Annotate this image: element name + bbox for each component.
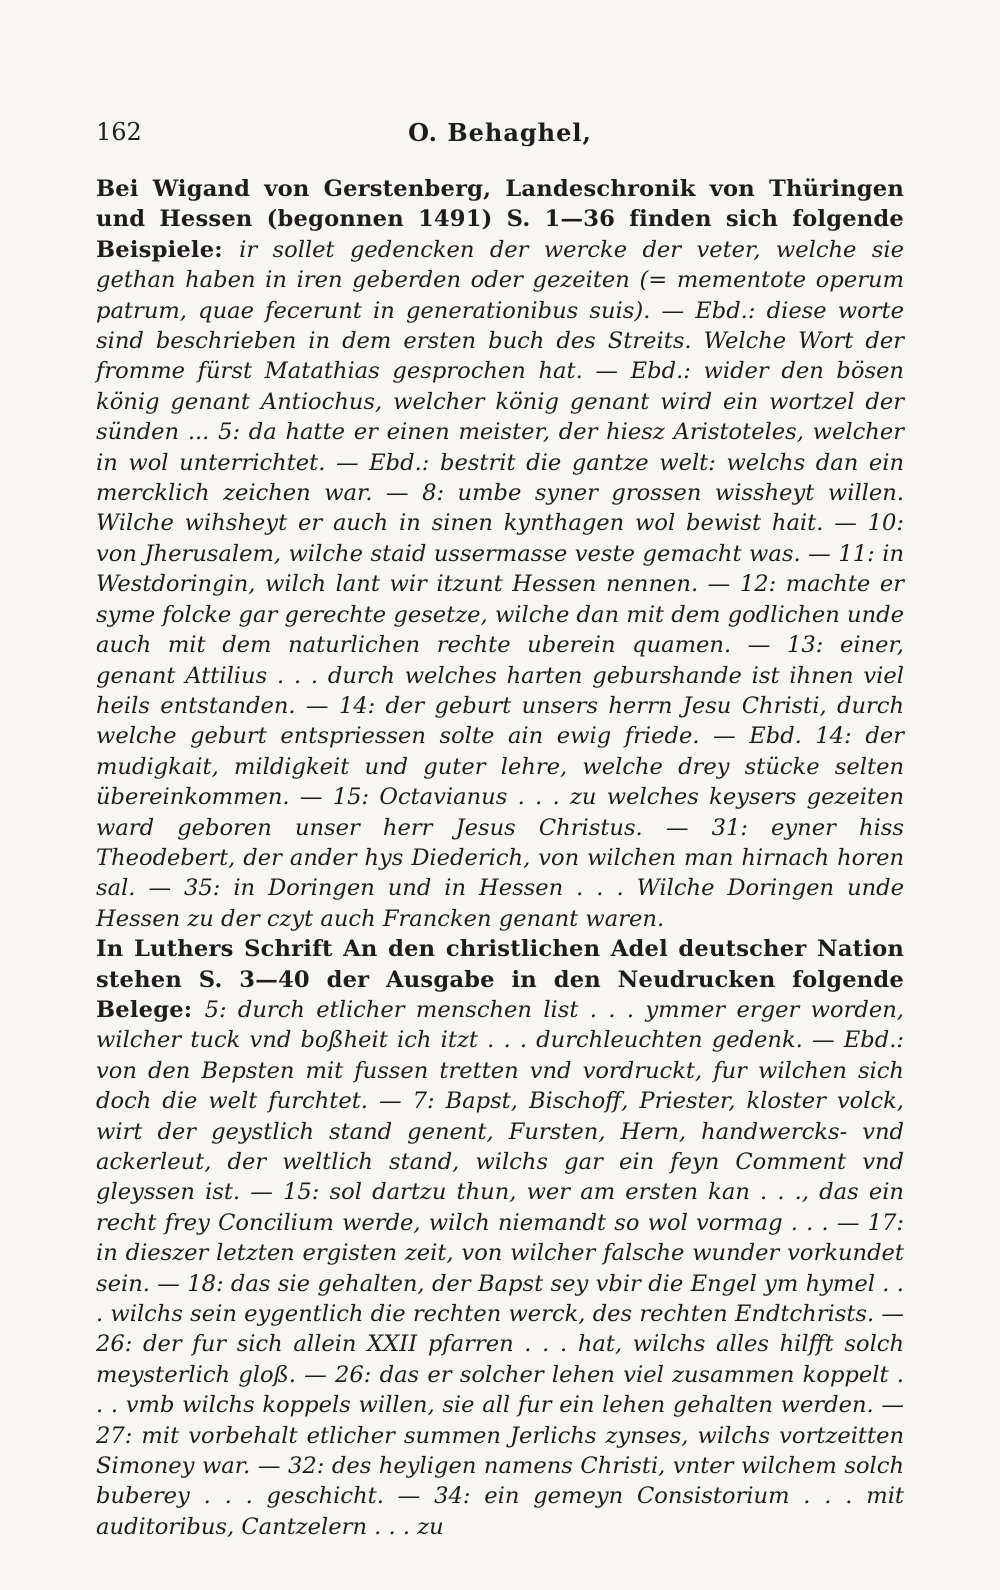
paragraph-luther	[96, 934, 904, 1542]
page-number: 162	[96, 118, 142, 146]
paragraph-intro: Bei Wigand von Gerstenberg, Landeschronik von Thüringen und Hessen (begonnen 1491) S. 1—36 finden sich folgende Beispiele:	[96, 176, 904, 263]
paragraph-quotes: ir sollet gedencken der wercke der veter, welche sie gethan haben in iren geberden oder gezeiten (= mementote operum patrum, quae fecerunt in generationibus suis). — Ebd.: diese worte sind beschrieben in dem ersten buch des Streits. Welche Wort der fromme fürst Matathias gesprochen hat. — Ebd.: wider den bösen könig genant Antiochus, welcher könig genant wird ein wortzel der sünden ... 5: da hatte er einen meister, der hiesz Aristoteles, welcher in wol unterrichtet. — Ebd.: bestrit die gantze welt: welchs dan ein mercklich zeichen war. — 8: umbe syner grossen wissheyt willen. Wilche wihsheyt er auch in sinen kynthagen wol bewist hait. — 10: von Jherusalem, wilche staid ussermasse veste gemacht was. — 11: in Westdoringin, wilch lant wir itzunt Hessen nennen. — 12: machte er syme folcke gar gerechte gesetze, wilche dan mit dem godlichen unde auch mit dem naturlichen rechte uberein quamen. — 13: einer, genant Attilius . . . durch welches harten geburshande ist ihnen viel heils entstanden. — 14: der geburt unsers herrn Jesu Christi, durch welche geburt entspriessen solte ain ewig friede. — Ebd. 14: der mudigkait, mildigkeit und guter lehre, welche drey stücke selten übereinkommen. — 15: Octavianus . . . zu welches keysers gezeiten ward geboren unser herr Jesus Christus. — 31: eyner hiss Theodebert, der ander hys Diederich, von wilchen man hirnach horen sal. — 35: in Doringen und in Hessen . . . Wilche Doringen unde Hessen zu der czyt auch Francken genant waren.	[96, 236, 904, 932]
paragraph-intro: In Luthers Schrift An den christlichen Adel deutscher Nation stehen S. 3—40 der Ausgabe in den Neudrucken folgende Belege:	[96, 936, 904, 1023]
running-head: O. Behaghel,	[408, 118, 592, 147]
body-text	[96, 174, 904, 1542]
paragraph-gerstenberg	[96, 174, 904, 934]
page-header	[96, 118, 904, 158]
paragraph-quotes: 5: durch etlicher menschen list . . . ymmer erger worden, wilcher tuck vnd boßheit ich itzt . . . durchleuchten gedenk. — Ebd.: von den Bepsten mit fussen tretten vnd vordruckt, fur wilchen sich doch die welt furchtet. — 7: Bapst, Bischoff, Priester, kloster volck, wirt der geystlich stand genent, Fursten, Hern, handwercks- vnd ackerleut, der weltlich stand, wilchs gar ein feyn Comment vnd gleyssen ist. — 15: sol dartzu thun, wer am ersten kan . . ., das ein recht frey Concilium werde, wilch niemandt so wol vormag . . . — 17: in dieszer letzten ergisten zeit, von wilcher falsche wunder vorkundet sein. — 18: das sie gehalten, der Bapst sey vbir die Engel ym hymel . . . wilchs sein eygentlich die rechten werck, des rechten Endtchrists. — 26: der fur sich allein XXII pfarren . . . hat, wilchs alles hilfft solch meysterlich gloß. — 26: das er solcher lehen viel zusammen koppelt . . . vmb wilchs koppels willen, sie all fur ein lehen gehalten werden. — 27: mit vorbehalt etlicher summen Jerlichs zynses, wilchs vortzeitten Simoney war. — 32: des heyligen namens Christi, vnter wilchem solch buberey . . . geschicht. — 34: ein gemeyn Consistorium . . . mit auditoribus, Cantzelern . . . zu	[96, 996, 904, 1540]
